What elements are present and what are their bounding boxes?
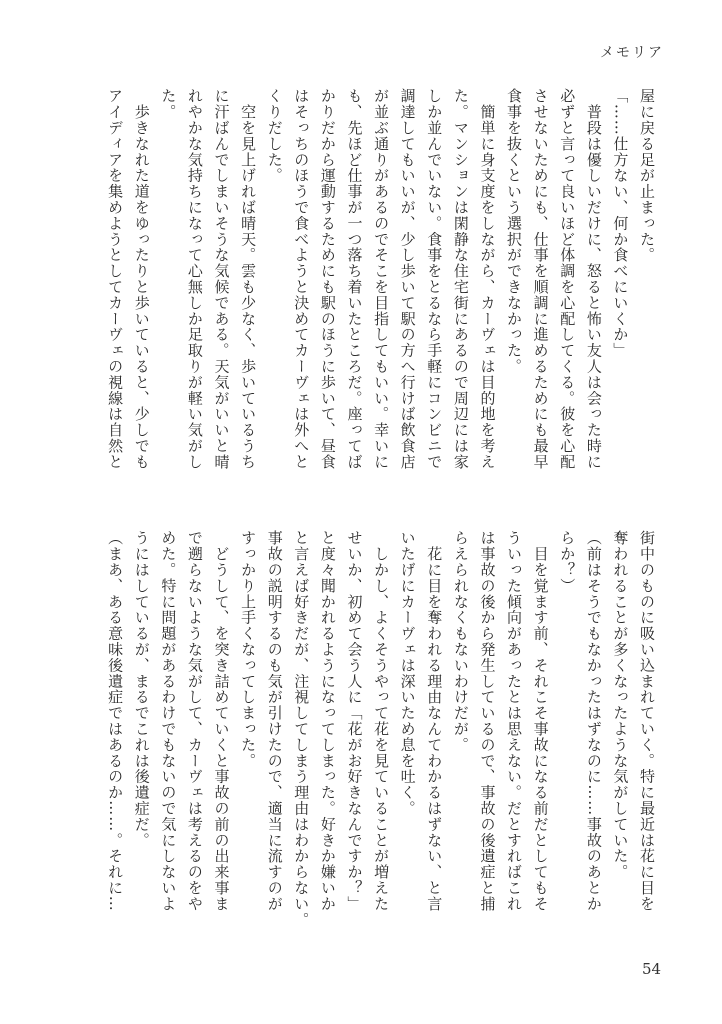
text-column: 奪われることが多くなったような気がしていた。 [611, 530, 630, 880]
text-column: すっかり上手くなってしまった。 [239, 530, 258, 769]
text-column: と言えば好きだが、注視してしまう理由はわからない。 [292, 530, 311, 928]
text-column: らえられなくもないわけだが。 [451, 530, 470, 753]
text-column: （前はそうでもなかったはずなのに……事故のあとか [584, 530, 603, 912]
text-column: た。 [159, 88, 178, 120]
text-column: はそっちのほうで食べようと決めてカーヴェは外へと [292, 88, 311, 470]
text-column: （まあ、ある意味後遺症ではあるのか……。それに… [106, 530, 125, 912]
text-column: 事故の説明するのも気が引けたので、適当に流すのが [265, 530, 284, 912]
text-column: 必ずと言って良いほど体調を心配してくる。彼を心配 [558, 88, 577, 470]
text-column: くりだした。 [265, 88, 284, 184]
lower-text-block [102, 530, 660, 928]
text-column: 調達してもいいが、少し歩いて駅の方へ行けば飲食店 [398, 88, 417, 470]
text-column: 歩きなれた道をゆったりと歩いていると、少しでも [132, 88, 151, 470]
text-column: は事故の後から発生しているので、事故の後遺症と捕 [478, 530, 497, 912]
page-number: 54 [642, 960, 662, 978]
text-column: で遡らないような気がして、カーヴェは考えるのをや [185, 530, 204, 912]
text-column: 「……仕方ない、何か食べにいくか」 [611, 88, 630, 359]
text-column: させないためにも、仕事を順調に進めるためにも最早 [531, 88, 550, 470]
text-column: 普段は優しいだけに、怒ると怖い友人は会った時に [584, 88, 603, 470]
text-column: に汗ばんでしまいそうな気候である。天気がいいと晴 [212, 88, 231, 470]
text-column: しかし、よくそうやって花を見ていることが増えた [372, 530, 391, 912]
text-column: た。マンションは閑静な住宅街にあるので周辺には家 [451, 88, 470, 470]
text-column: めた。特に問題があるわけでもないので気にしないよ [159, 530, 178, 912]
text-column: せいか、初めて会う人に「花がお好きなんですか？」 [345, 530, 364, 912]
text-column: が並ぶ通りがあるのでそこを目指してもいい。幸いに [372, 88, 391, 470]
text-column: 空を見上げれば晴天。雲も少なく、歩いているうち [239, 88, 258, 470]
text-column: らか？） [558, 530, 577, 594]
upper-text-block [102, 88, 660, 483]
text-column: ういった傾向があったとは思えない。だとすればこれ [505, 530, 524, 912]
text-column: 屋に戻る足が止まった。 [638, 88, 656, 263]
text-column: うにはしているが、まるでこれは後遺症だ。 [132, 530, 151, 848]
text-column: 目を覚ます前、それこそ事故になる前だとしてもそ [531, 530, 550, 912]
running-header: メモリア [600, 45, 664, 61]
text-column: どうして、を突き詰めていくと事故の前の出来事ま [212, 530, 231, 912]
text-column: 花に目を奪われる理由なんてわかるはずない、と言 [425, 530, 444, 912]
text-column: も、先ほど仕事が一つ落ち着いたところだ。座ってば [345, 88, 364, 470]
text-column: れやかな気持ちになって心無しか足取りが軽い気がし [185, 88, 204, 470]
text-column: 食事を抜くという選択ができなかった。 [505, 88, 524, 375]
text-column: しか並んでいない。食事をとるなら手軽にコンビニで [425, 88, 444, 470]
text-column: いたげにカーヴェは深いため息を吐く。 [398, 530, 417, 817]
text-column: と度々聞かれるようになってしまった。好きか嫌いか [318, 530, 337, 912]
text-column: かりだから運動するためにも駅のほうに歩いて、昼食 [318, 88, 337, 470]
text-column: 簡単に身支度をしながら、カーヴェは目的地を考え [478, 88, 497, 470]
text-column: 街中のものに吸い込まれていく。特に最近は花に目を [638, 530, 656, 912]
text-column: アイディアを集めようとしてカーヴェの視線は自然と [106, 88, 125, 470]
